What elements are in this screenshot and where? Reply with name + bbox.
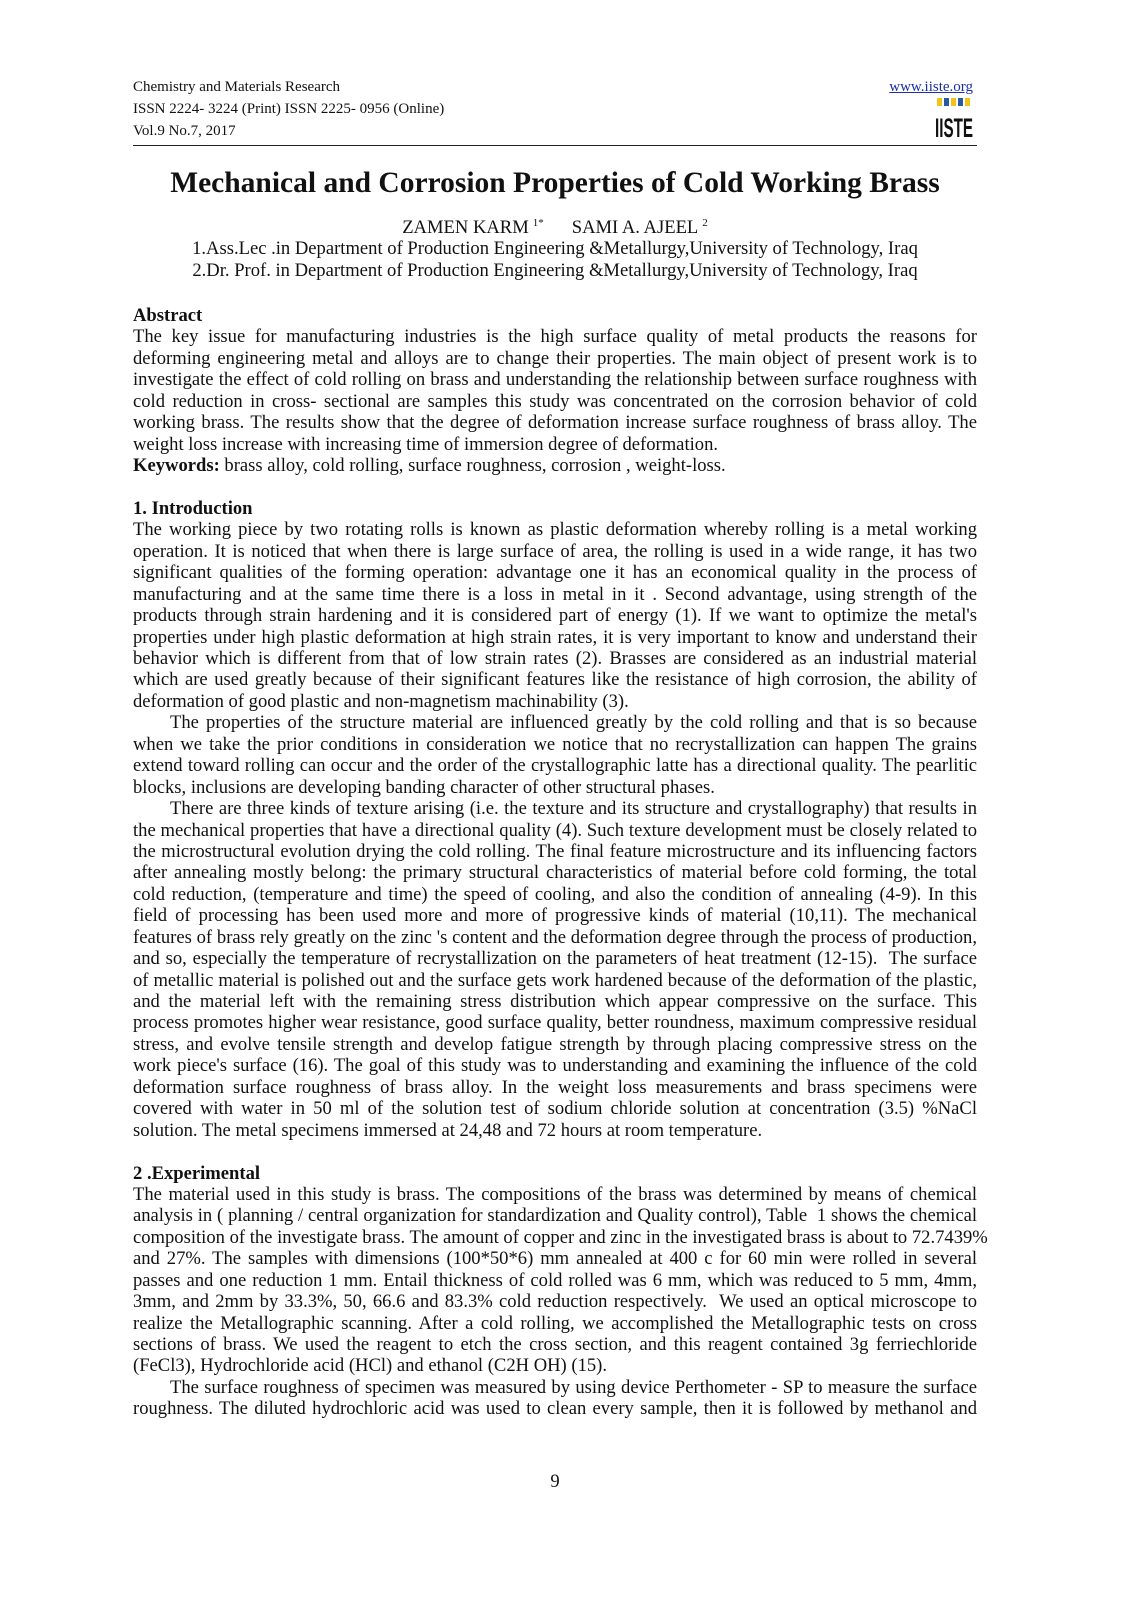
author [572,217,708,238]
section-introduction [133,498,977,1141]
text-line: and so, especially the temperature of recrystallization on the parameters of heat treatment (12-15). The surface [133,948,977,970]
volume-issue: Vol.9 No.7, 2017 [133,123,236,139]
text-line: stress, and evolve tensile strength and develop fatigue strength by through placing compressive stress on the [133,1033,977,1055]
author [402,217,544,238]
text-line: composition of the investigate brass. The amount of copper and zinc in the investigated brass is about to 72.7439% [133,1226,988,1248]
affiliation: 2.Dr. Prof. in Department of Production Engineering &Metallurgy,University of Technology, Iraq [192,259,918,281]
text-line: (FeCl3), Hydrochloride acid (HCl) and ethanol (C2H OH) (15). [133,1355,608,1377]
text-line: solution. The metal specimens immersed at 24,48 and 72 hours at room temperature. [133,1119,763,1141]
text-line: which are used greatly because of their significant features like the resistance of high corrosion, the ability of [133,669,977,691]
text-line: The key issue for manufacturing industries is the high surface quality of metal products the reasons for [133,326,977,348]
section-body [133,1183,988,1420]
section-body [133,519,977,1141]
author-name: ZAMEN KARM [402,217,529,238]
paragraph [133,326,977,455]
text-line: when we take the prior conditions in consideration we notice that no recrystallization can happen The grains [133,733,977,755]
text-line: operation. It is noticed that when there is large surface of area, the rolling is used in a wide range, it has two [133,540,977,562]
author-name: SAMI A. AJEEL [571,217,699,238]
logo-lettering: IISTE [935,113,973,143]
text-line: deforming engineering metal and alloys are to change their properties. The main object of present work is to [133,347,977,369]
paragraph [133,798,977,1141]
text-line: There are three kinds of texture arising (i.e. the texture and its structure and crystallography) that results in [170,798,977,820]
paragraph [133,519,977,712]
text-line: of metallic material is polished out and the surface gets work hardened because of the deformation of the plastic, [133,969,977,991]
text-line: work piece's surface (16). The goal of this study was to understanding and examining the influence of the cold [133,1055,977,1077]
section-heading: 1. Introduction [133,497,253,519]
text-line: roughness. The diluted hydrochloric acid was used to clean every sample, then it is followed by methanol and [133,1398,977,1420]
paragraph [133,1377,977,1420]
text-line: The properties of the structure material are influenced greatly by the cold rolling and that is so because [170,712,977,734]
author-affiliation-mark: 2 [702,217,708,229]
paragraph [133,712,977,798]
issn-line: ISSN 2224- 3224 (Print) ISSN 2225- 0956 (Online) [133,101,445,117]
text-line: covered with water in 50 ml of the solution test of sodium chloride solution at concentration (3.5) %NaCl [133,1098,977,1120]
text-line: manufacturing and at the same time there is a loss in metal in it . Second advantage, using strength of the [133,583,977,605]
article-body [133,305,988,1420]
section-heading: 2 .Experimental [133,1162,261,1184]
text-line: weight loss increase with increasing time of immersion degree of deformation. [133,433,719,455]
header-rule [133,145,977,146]
text-line: products through strain hardening and it is considered part of energy (1). If we want to optimize the metal's [133,605,977,627]
text-line: after annealing mostly belong: the primary structural characteristics of material before cold forming, the total [133,862,977,884]
text-line: extend toward rolling can occur and the order of the crystallographic latte has a directional quality. The pearlitic [133,755,977,777]
text-line: cold reduction in cross- sectional are samples this study was concentrated on the corrosion behavior of cold [133,390,977,412]
text-line: blocks, inclusions are developing banding character of other structural phases. [133,776,715,798]
paper-title: Mechanical and Corrosion Properties of Cold Working Brass [170,167,940,199]
text-line: behavior which is different from that of low strain rates (2). Brasses are considered as an industrial material [133,648,977,669]
text-line: The surface roughness of specimen was measured by using device Perthometer - SP to measure the surface [170,1376,977,1398]
text-line: The material used in this study is brass. The compositions of the brass was determined by means of chemical [133,1183,977,1205]
author-list [133,217,977,238]
text-line: field of processing has been used more and more of progressive kinds of material (10,11). The mechanical [133,905,977,927]
text-line: deformation surface roughness of brass alloy. In the weight loss measurements and brass specimens were [133,1076,977,1098]
journal-name: Chemistry and Materials Research [133,79,341,95]
text-line: analysis in ( planning / central organization for standardization and Quality control), Table 1 shows the chemical [133,1205,977,1227]
keywords-label: Keywords: [133,455,220,477]
website-link[interactable]: www.iiste.org [889,79,973,95]
page-number: 9 [550,1471,560,1492]
text-line: 3mm, and 2mm by 33.3%, 50, 66.6 and 83.3% cold reduction respectively. We used an optical microscope to [133,1291,977,1313]
text-line: properties under high plastic deformation at high strain rates, it is very important to know and understand their [133,626,977,648]
text-line: cold reduction, (temperature and time) the speed of cooling, and also the condition of annealing (4-9). In this [133,883,977,905]
text-line: investigate the effect of cold rolling on brass and understanding the relationship between surface roughness with [133,369,977,391]
affiliation: 1.Ass.Lec .in Department of Production Engineering &Metallurgy,University of Technology, Iraq [192,238,918,260]
text-line: and the material left with the remaining stress distribution which appear compressive on the surface. This [133,991,977,1012]
text-line: significant qualities of the forming operation: advantage one it has an economical quality in the process of [133,562,977,584]
author-affiliation-mark: 1* [532,217,544,229]
section-experimental [133,1162,988,1420]
text-line: deformation of good plastic and non-magnetism machinability (3). [133,690,629,712]
text-line: sections of brass. We used the reagent to etch the cross section, and this reagent contained 3g ferriechloride [133,1334,977,1355]
abstract-body [133,326,977,455]
journal-info [133,76,444,142]
abstract-heading: Abstract [133,305,203,326]
iiste-logo [934,96,974,143]
text-line: process promotes higher wear resistance, good surface quality, better roundness, maximum compressive residual [133,1012,977,1034]
text-line: The working piece by two rotating rolls is known as plastic deformation whereby rolling is a metal working [133,519,977,541]
text-line: the mechanical properties that have a directional quality (4). Such texture development must be closely related to [133,819,977,841]
text-line: features of brass rely greatly on the zinc 's content and the deformation degree through the process of production, [133,926,977,948]
text-line: realize the Metallographic scanning. After a cold rolling, we accomplished the Metallographic tests on cross [133,1312,977,1334]
text-line: and 27%. The samples with dimensions (100*50*6) mm annealed at 400 c for 60 min were rolled in several [133,1248,977,1270]
paragraph [133,1183,988,1377]
byline [133,217,977,281]
keywords [133,455,977,476]
text-line: passes and one reduction 1 mm. Entail thickness of cold rolled was 6 mm, which was reduced to 5 mm, 4mm, [133,1269,977,1291]
text-line: the microstructural evolution drying the cold rolling. The final feature microstructure and its influencing factors [133,840,977,862]
keywords-text: brass alloy, cold rolling, surface roughness, corrosion , weight-loss. [224,455,726,477]
text-line: working brass. The results show that the degree of deformation increase surface roughness of brass alloy. The [133,412,977,434]
